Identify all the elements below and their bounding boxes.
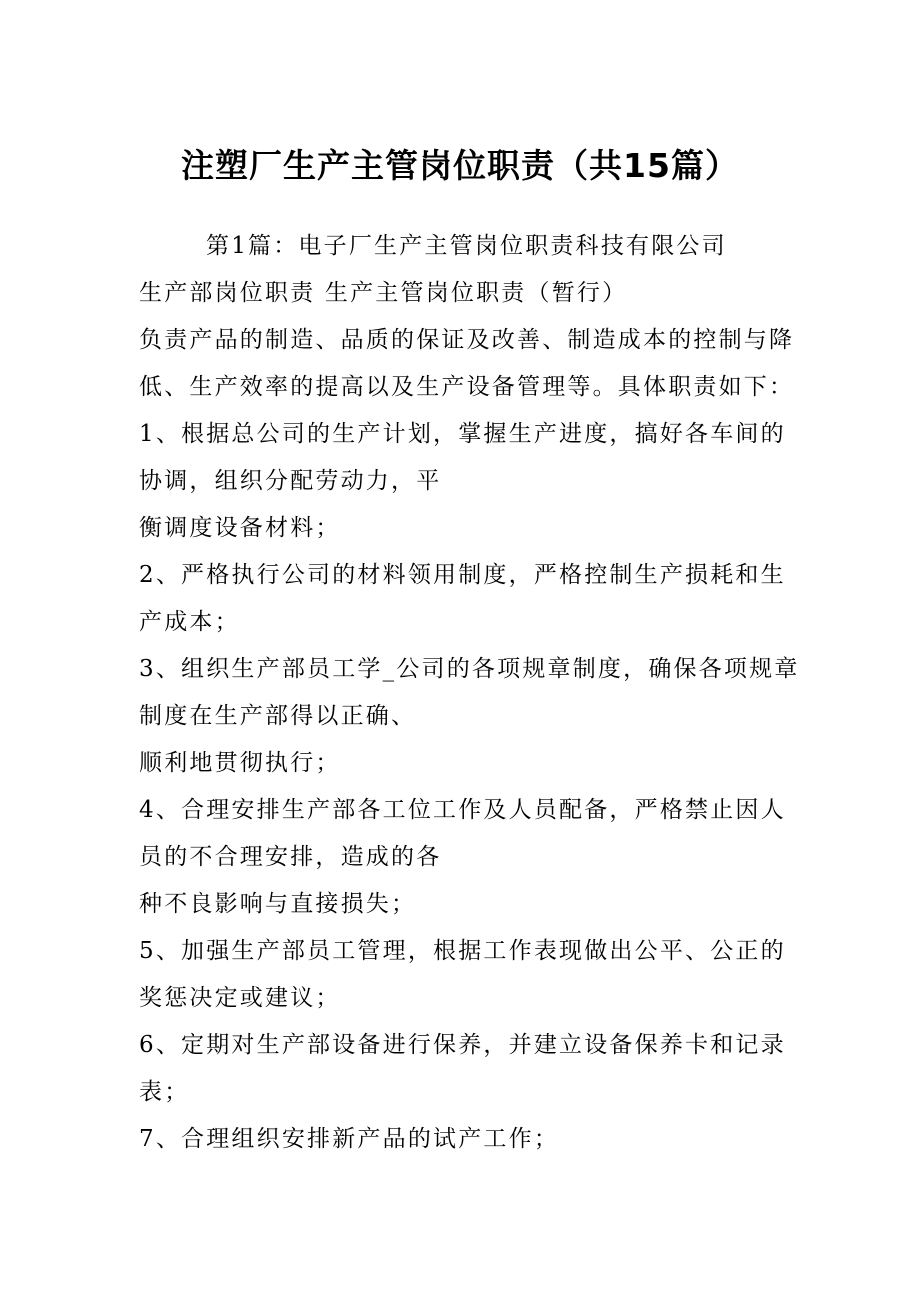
body-line: 3、组织生产部员工学_公司的各项规章制度，确保各项规章 (139, 656, 800, 682)
body-line: 顺利地贯彻执行； (139, 750, 341, 776)
body-line: 负责产品的制造、品质的保证及改善、制造成本的控制与降 (139, 327, 795, 353)
body-line: 生产部岗位职责 生产主管岗位职责（暂行） (139, 280, 628, 306)
body-line: 5、加强生产部员工管理，根据工作表现做出公平、公正的 (139, 938, 786, 964)
body-line: 制度在生产部得以正确、 (139, 703, 417, 729)
section-heading: 第1篇：电子厂生产主管岗位职责科技有限公司 (206, 233, 727, 259)
body-line: 4、合理安排生产部各工位工作及人员配备，严格禁止因人 (139, 797, 786, 823)
body-line: 衡调度设备材料； (139, 515, 341, 541)
body-line: 协调，组织分配劳动力，平 (139, 468, 442, 494)
document-title: 注塑厂生产主管岗位职责（共15篇） (181, 146, 739, 185)
body-line: 种不良影响与直接损失； (139, 891, 417, 917)
body-line: 产成本； (139, 609, 240, 635)
body-line: 员的不合理安排，造成的各 (139, 844, 442, 870)
body-line: 低、生产效率的提高以及生产设备管理等。具体职责如下： (139, 374, 795, 400)
body-line: 6、定期对生产部设备进行保养，并建立设备保养卡和记录 (139, 1032, 786, 1058)
body-line: 奖惩决定或建议； (139, 985, 341, 1011)
body-line: 7、合理组织安排新产品的试产工作； (139, 1126, 560, 1152)
body-line: 表； (139, 1079, 190, 1105)
body-line: 1、根据总公司的生产计划，掌握生产进度，搞好各车间的 (139, 421, 786, 447)
document-body (139, 223, 799, 1163)
body-line: 2、严格执行公司的材料领用制度，严格控制生产损耗和生 (139, 562, 786, 588)
